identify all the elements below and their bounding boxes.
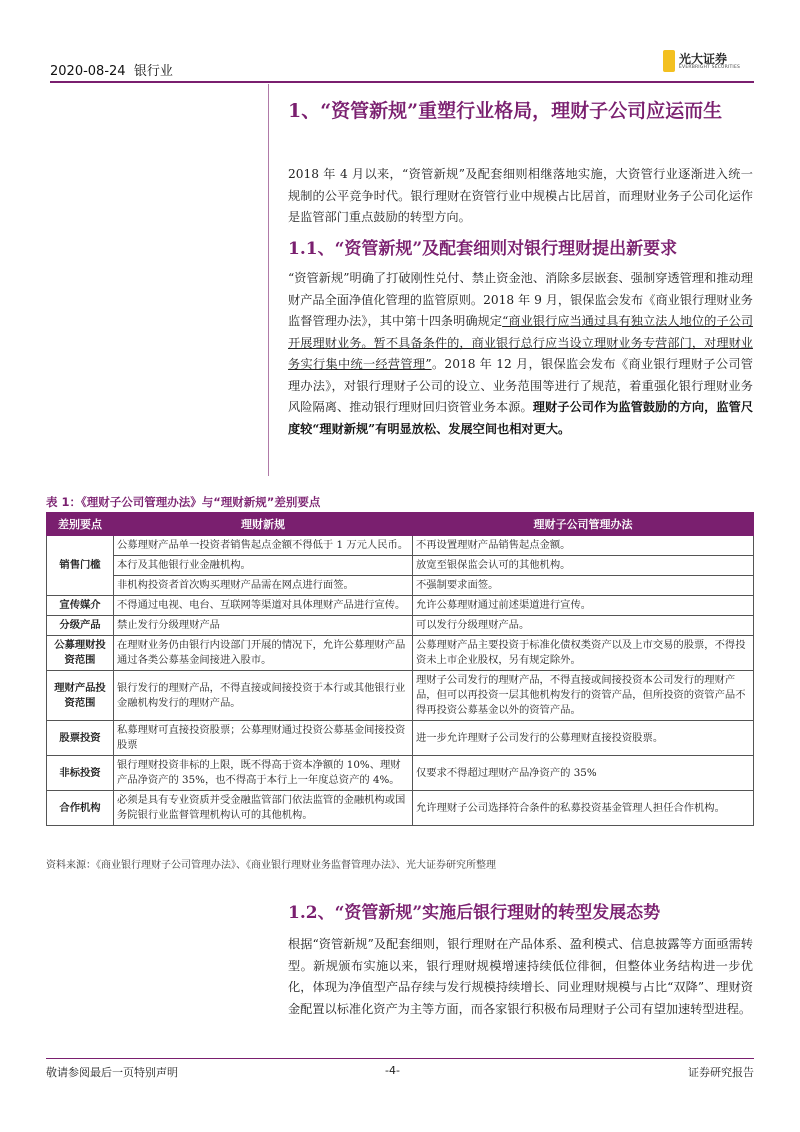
footer-disclaimer: 敬请参阅最后一页特别声明 <box>46 1066 178 1079</box>
company-logo <box>663 48 753 76</box>
para-text-a: “资管新规”明确了打破刚性兑付、禁止资金池、消除多层嵌套、强制穿透管理和推动理财产品全面净值化管理的监管原则。2018 年 9 月，银保监会发布《商业银行理财业务监督管理办法》，其中第十四条明确规定 <box>288 271 753 328</box>
table-row <box>47 721 754 756</box>
cell-new: 可以发行分级理财产品。 <box>413 616 754 636</box>
col-header-key: 差别要点 <box>47 513 114 536</box>
cell-new: 进一步允许理财子公司发行的公募理财直接投资股票。 <box>413 721 754 756</box>
table-row <box>47 671 754 721</box>
cell-old: 银行理财投资非标的上限，既不得高于资本净额的 10%、理财产品净资产的 35%，也不得高于本行上一年度总资产的 4%。 <box>114 756 413 791</box>
table-row <box>47 616 754 636</box>
table-row <box>47 536 754 556</box>
cell-old: 私募理财可直接投资股票；公募理财通过投资公募基金间接投资股票 <box>114 721 413 756</box>
table-row <box>47 756 754 791</box>
logo-mark-icon <box>663 50 675 72</box>
logo-subtitle: EVERBRIGHT SECURITIES <box>679 65 741 70</box>
report-date: 2020-08-24 <box>50 64 126 79</box>
section-1-paragraph: 2018 年 4 月以来，“资管新规”及配套细则相继落地实施，大资管行业逐渐进入统一规制的公平竞争时代。银行理财在资管行业中规模占比居首，而理财业务子公司化运作是监管部门重点鼓励的转型方向。 <box>288 167 753 224</box>
cell-new: 理财子公司发行的理财产品，不得直接或间接投资本公司发行的理财产品，但可以再投资一层其他机构发行的资管产品，但所投资的资管产品不得再投资公募基金以外的资管产品。 <box>413 671 754 721</box>
cell-old: 在理财业务仍由银行内设部门开展的情况下，允许公募理财产品通过各类公募基金间接进入股市。 <box>114 636 413 671</box>
table-title: 表 1：《理财子公司管理办法》与“理财新规”差别要点 <box>46 495 321 509</box>
cell-new: 不强制要求面签。 <box>413 576 754 596</box>
row-key: 股票投资 <box>47 721 114 756</box>
para-text-c: 。2018 年 12 月，银保监会发布《商业银行理财子公司管理办法》，对银行理财子公司的设立、业务范围等进行了规范，着重强化银行理财业务风险隔离、推动银行理财回归资管业务本源。 <box>288 357 753 414</box>
row-key: 销售门槛 <box>47 536 114 596</box>
cell-old: 必须是具有专业资质并受金融监管部门依法监管的金融机构或国务院银行业监督管理机构认可的其他机构。 <box>114 791 413 826</box>
para-bold-conclusion: 理财子公司作为监管鼓励的方向，监管尺度较“理财新规”有明显放松、发展空间也相对更大。 <box>288 400 754 436</box>
industry-label: 银行业 <box>133 64 173 79</box>
logo-name: 光大证券 <box>679 52 728 66</box>
row-key: 公募理财投资范围 <box>47 636 114 671</box>
cell-new: 允许公募理财通过前述渠道进行宣传。 <box>413 596 754 616</box>
table-header-row <box>47 513 754 536</box>
page-number: -4- <box>385 1064 400 1077</box>
cell-old: 不得通过电视、电台、互联网等渠道对具体理财产品进行宣传。 <box>114 596 413 616</box>
section-1-1-paragraph <box>288 268 753 440</box>
table-row <box>47 576 754 596</box>
col-header-old: 理财新规 <box>114 513 413 536</box>
row-key: 分级产品 <box>47 616 114 636</box>
sidebar-divider <box>268 84 269 476</box>
section-1-2-paragraph: 根据“资管新规”及配套细则，银行理财在产品体系、盈利模式、信息披露等方面亟需转型。新规颁布实施以来，银行理财规模增速持续低位徘徊，但整体业务结构进一步优化，体现为净值型产品存续与发行规模持续增长、同业理财规模与占比“双降”、理财资金配置以标准化资产为主等方面，而各家银行积极布局理财子公司有望加速转型进程。 <box>288 937 753 1016</box>
section-1-title: 1、“资管新规”重塑行业格局，理财子公司应运而生 <box>288 100 723 122</box>
cell-new: 公募理财产品主要投资于标准化债权类资产以及上市交易的股票，不得投资未上市企业股权，另有规定除外。 <box>413 636 754 671</box>
table-row <box>47 596 754 616</box>
cell-old: 本行及其他银行业金融机构。 <box>114 556 413 576</box>
cell-new: 仅要求不得超过理财产品净资产的 35% <box>413 756 754 791</box>
col-header-new: 理财子公司管理办法 <box>413 513 754 536</box>
section-1-2-title: 1.2、“资管新规”实施后银行理财的转型发展态势 <box>288 903 661 923</box>
table-source: 资料来源：《商业银行理财子公司管理办法》、《商业银行理财业务监督管理办法》、光大证券研究所整理 <box>46 860 496 871</box>
cell-old: 非机构投资者首次购买理财产品需在网点进行面签。 <box>114 576 413 596</box>
para-quote-underlined: “商业银行应当通过具有独立法人地位的子公司开展理财业务。暂不具备条件的，商业银行总行应当设立理财业务专营部门，对理财业务实行集中统一经营管理” <box>288 314 754 371</box>
footer-report-type: 证券研究报告 <box>688 1066 754 1079</box>
footer-divider <box>46 1058 754 1059</box>
cell-old: 银行发行的理财产品，不得直接或间接投资于本行或其他银行业金融机构发行的理财产品。 <box>114 671 413 721</box>
cell-old: 公募理财产品单一投资者销售起点金额不得低于 1 万元人民币。 <box>114 536 413 556</box>
cell-old: 禁止发行分级理财产品 <box>114 616 413 636</box>
row-key: 理财产品投资范围 <box>47 671 114 721</box>
table-row <box>47 791 754 826</box>
table-row <box>47 556 754 576</box>
row-key: 合作机构 <box>47 791 114 826</box>
row-key: 非标投资 <box>47 756 114 791</box>
comparison-table <box>46 512 754 826</box>
report-date-industry <box>50 60 173 79</box>
header-divider <box>50 81 754 83</box>
row-key: 宣传媒介 <box>47 596 114 616</box>
cell-new: 允许理财子公司选择符合条件的私募投资基金管理人担任合作机构。 <box>413 791 754 826</box>
table-row <box>47 636 754 671</box>
cell-new: 放宽至银保监会认可的其他机构。 <box>413 556 754 576</box>
section-1-1-title: 1.1、“资管新规”及配套细则对银行理财提出新要求 <box>288 239 678 259</box>
cell-new: 不再设置理财产品销售起点金额。 <box>413 536 754 556</box>
